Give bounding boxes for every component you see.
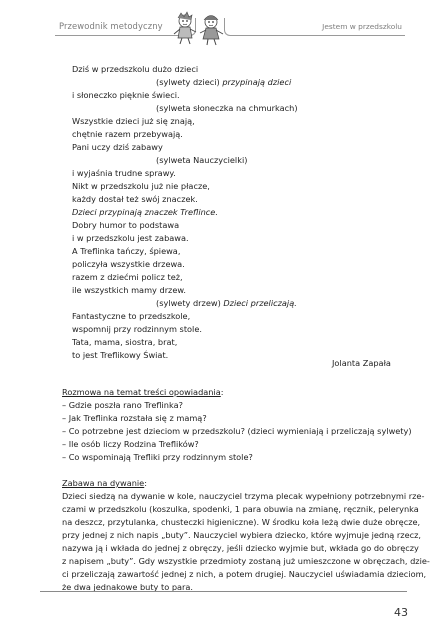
poem-line-text: Dziś w przedszkolu dużo dzieci: [72, 64, 199, 74]
poem-line: [72, 90, 180, 100]
poem-line: [72, 272, 183, 282]
game-text-line: z napisem „buty”. Gdy wszystkie przedmioty zostaną już umieszczone w obręczach, dzie-: [62, 556, 430, 566]
poem-line: [72, 129, 183, 139]
poem-line: [72, 246, 180, 256]
game-text-line: przy jednej z nich napis „buty”. Nauczyciel wybiera dziecko, które wyjmuje jedną rzecz,: [62, 530, 422, 540]
poem-line: [156, 155, 247, 165]
poem-line: [72, 207, 218, 217]
conversation-title: [62, 387, 224, 397]
game-title-label: Zabawa na dywanie: [62, 478, 145, 488]
poem-line-text: (sylwety dzieci): [156, 77, 220, 87]
page-number: 43: [394, 606, 408, 619]
poem-line: [72, 259, 185, 269]
poem-line-text: i słoneczko pięknie świeci.: [72, 90, 180, 100]
poem-line: [72, 220, 179, 230]
poem-line-text: (sylweta słoneczka na chmurkach): [156, 103, 298, 113]
poem-line-text: Wszystkie dzieci już się znają,: [72, 116, 195, 126]
question-item: – Co potrzebne jest dzieciom w przedszkolu? (dzieci wymieniają i przeliczają sylwety): [62, 426, 412, 436]
game-title-suffix: :: [144, 478, 147, 488]
poem-line-text: chętnie razem przebywają.: [72, 129, 183, 139]
question-item: – Gdzie poszła rano Treflinka?: [62, 400, 183, 410]
game-text-line: ci przeliczają zawartość jednej z nich, a potem drugiej. Nauczyciel uświadamia dzieciom,: [62, 569, 427, 579]
poem-line: [72, 324, 202, 334]
poem-line-text: wspomnij przy rodzinnym stole.: [72, 324, 202, 334]
poem-line-text: policzyła wszystkie drzewa.: [72, 259, 185, 269]
poem-line: [72, 285, 186, 295]
game-text-line: Dzieci siedzą na dywanie w kole, nauczyciel trzyma plecak wypełniony potrzebnymi rze-: [62, 491, 425, 501]
game-text-line: na deszcz, przytulanka, chusteczki higieniczne). W środku koła leżą dwie duże obręcze,: [62, 517, 421, 527]
poem-line-text: Fantastyczne to przedszkole,: [72, 311, 191, 321]
poem-line: [72, 337, 177, 347]
poem-line: [72, 311, 190, 321]
poem-line: [72, 142, 163, 152]
poem-line-text: to jest Treflikowy Świat.: [72, 350, 169, 360]
game-text-line: czami w przedszkolu (koszulka, spodenki, 1 para obuwia na zmianę, ręcznik, pelerynka: [62, 504, 419, 514]
game-text-line: że dwa jednakowe buty to para.: [62, 582, 194, 592]
poem-line: [72, 350, 168, 360]
poem-line-text: i w przedszkolu jest zabawa.: [72, 233, 189, 243]
poem-line-text: Dzieci przypinają znaczek Treflince.: [72, 207, 218, 217]
poem-line: [72, 181, 210, 191]
header-right-title: Jestem w przedszkolu: [322, 22, 402, 31]
poem-line-text: Tata, mama, siostra, brat,: [72, 337, 178, 347]
poem-line: [72, 116, 195, 126]
question-item: – Co wspominają Trefliki przy rodzinnym stole?: [62, 452, 253, 462]
poem-line-text: A Treflinka tańczy, śpiewa,: [72, 246, 181, 256]
conversation-title-suffix: :: [220, 387, 224, 397]
poem-line-text: Dobry humor to podstawa: [72, 220, 180, 230]
poem-line-text: ile wszystkich mamy drzew.: [72, 285, 186, 295]
poem-line: [72, 64, 198, 74]
poem-line: [156, 77, 291, 87]
mascots-illustration: [167, 10, 229, 46]
poem-line: [156, 103, 298, 113]
header-right-tab: [224, 18, 405, 36]
footer-rule: [40, 591, 407, 592]
game-text-line: nazywa ją i wkłada do jednej z obręczy, jeśli dziecko wyjmie but, wkłada go do obręczy: [62, 543, 419, 553]
poem-line: [156, 298, 297, 308]
poem-line-text: Nikt w przedszkolu już nie płacze,: [72, 181, 210, 191]
poem-line-text: każdy dostał też swój znaczek.: [72, 194, 198, 204]
poem-line-text: i wyjaśnia trudne sprawy.: [72, 168, 176, 178]
poem-author: Jolanta Zapała: [332, 358, 391, 368]
poem-line-text: (sylwety drzew): [156, 298, 221, 308]
poem-line: [72, 194, 198, 204]
conversation-title-label: Rozmowa na temat treści opowiadania: [62, 387, 221, 397]
header-left-title: Przewodnik metodyczny: [59, 21, 163, 31]
poem-line-text: (sylweta Nauczycielki): [156, 155, 248, 165]
game-title: [62, 478, 147, 488]
poem-line: [72, 168, 176, 178]
poem-line: [72, 233, 189, 243]
poem-line-action: Dzieci przeliczają.: [220, 298, 297, 308]
poem-line-action: przypinają dzieci: [219, 77, 292, 87]
question-item: – Jak Treflinka rozstała się z mamą?: [62, 413, 207, 423]
poem-line-text: razem z dziećmi policz też,: [72, 272, 183, 282]
question-item: – Ile osób liczy Rodzina Treflików?: [62, 439, 199, 449]
poem-line-text: Pani uczy dziś zabawy: [72, 142, 163, 152]
